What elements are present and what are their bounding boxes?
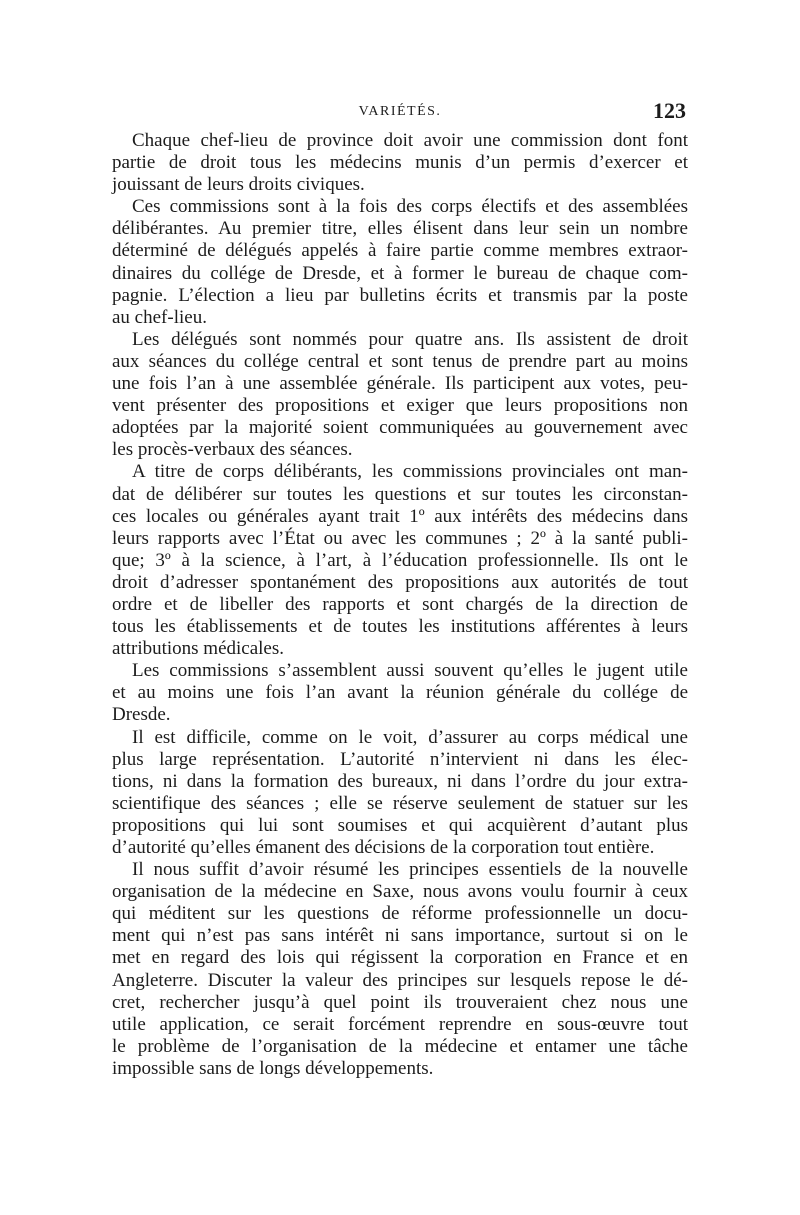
text-line: au chef-lieu.: [112, 306, 207, 328]
text-line: organisation de la médecine en Saxe, nous avons voulu fournir à ceux: [112, 881, 688, 903]
text-line: Ces commissions sont à la fois des corps électifs et des assemblées: [132, 196, 688, 218]
text-line: vent présenter des propositions et exiger que leurs propositions non: [112, 395, 688, 417]
paragraph: [112, 196, 688, 329]
body-text: [112, 130, 688, 1080]
text-line: une fois l’an à une assemblée générale. Ils participent aux votes, peu-: [112, 373, 688, 395]
text-line: aux séances du collége central et sont tenus de prendre part au moins: [112, 350, 688, 372]
page-number: 123: [653, 98, 686, 123]
text-line: droit d’adresser spontanément des propositions aux autorités de tout: [112, 571, 688, 593]
text-line: impossible sans de longs développements.: [112, 1057, 434, 1079]
text-line: jouissant de leurs droits civiques.: [112, 174, 365, 196]
text-line: dinaires du collége de Dresde, et à former le bureau de chaque com-: [112, 262, 688, 284]
text-line: scientifique des séances ; elle se réserve seulement de statuer sur les: [112, 792, 688, 814]
text-line: cret, rechercher jusqu’à quel point ils trouveraient chez nous une: [112, 991, 688, 1013]
text-line: Chaque chef-lieu de province doit avoir une commission dont font: [132, 130, 688, 151]
text-line: Dresde.: [112, 704, 171, 726]
text-line: qui méditent sur les questions de réforme professionnelle un docu-: [112, 903, 688, 925]
text-line: ment qui n’est pas sans intérêt ni sans importance, surtout si on le: [112, 925, 688, 947]
text-line: délibérantes. Au premier titre, elles élisent dans leur sein un nombre: [112, 218, 688, 240]
paragraph: [112, 727, 688, 860]
paragraph: [112, 130, 688, 196]
text-line: le problème de l’organisation de la médecine et entamer une tâche: [112, 1035, 688, 1057]
text-line: Il est difficile, comme on le voit, d’assurer au corps médical une: [132, 726, 688, 748]
text-line: plus large représentation. L’autorité n’intervient ni dans les élec-: [112, 748, 688, 770]
text-line: partie de droit tous les médecins munis d’un permis d’exercer et: [112, 152, 688, 174]
paragraph: [112, 461, 688, 660]
text-line: propositions qui lui sont soumises et qui acquièrent d’autant plus: [112, 814, 688, 836]
text-line: d’autorité qu’elles émanent des décisions de la corporation tout entière.: [112, 837, 655, 858]
paragraph: [112, 660, 688, 726]
text-line: que; 3º à la science, à l’art, à l’éducation professionnelle. Ils ont le: [112, 549, 688, 571]
text-line: tous les établissements et de toutes les institutions afférentes à leurs: [112, 616, 688, 638]
text-line: adoptées par la majorité soient communiquées au gouvernement avec: [112, 417, 688, 439]
text-line: et au moins une fois l’an avant la réunion générale du collége de: [112, 682, 688, 704]
text-line: dat de délibérer sur toutes les questions et sur toutes les circonstan-: [112, 483, 688, 505]
running-title: VARIÉTÉS.: [358, 104, 442, 119]
text-line: Les délégués sont nommés pour quatre ans. Ils assistent de droit: [132, 328, 688, 350]
paragraph: [112, 329, 688, 462]
text-line: met en regard des lois qui régissent la corporation en France et en: [112, 947, 688, 969]
text-line: Il nous suffit d’avoir résumé les principes essentiels de la nouvelle: [132, 859, 688, 881]
text-line: ces locales ou générales ayant trait 1º aux intérêts des médecins dans: [112, 505, 688, 527]
text-line: tions, ni dans la formation des bureaux, ni dans l’ordre du jour extra-: [112, 770, 688, 792]
text-line: ordre et de libeller des rapports et sont chargés de la direction de: [112, 593, 688, 615]
text-line: leurs rapports avec l’État ou avec les communes ; 2º à la santé publi-: [112, 527, 688, 549]
text-line: les procès-verbaux des séances.: [112, 439, 353, 461]
running-head: [112, 98, 688, 128]
text-line: Les commissions s’assemblent aussi souvent qu’elles le jugent utile: [132, 660, 688, 682]
text-line: pagnie. L’élection a lieu par bulletins écrits et transmis par la poste: [112, 284, 688, 306]
text-line: utile application, ce serait forcément reprendre en sous-œuvre tout: [112, 1013, 688, 1035]
text-line: A titre de corps délibérants, les commissions provinciales ont man-: [132, 461, 688, 483]
paragraph: [112, 859, 688, 1080]
text-line: déterminé de délégués appelés à faire partie comme membres extraor-: [112, 240, 688, 262]
text-line: Angleterre. Discuter la valeur des principes sur lesquels repose le dé-: [112, 969, 688, 991]
text-line: attributions médicales.: [112, 638, 285, 660]
